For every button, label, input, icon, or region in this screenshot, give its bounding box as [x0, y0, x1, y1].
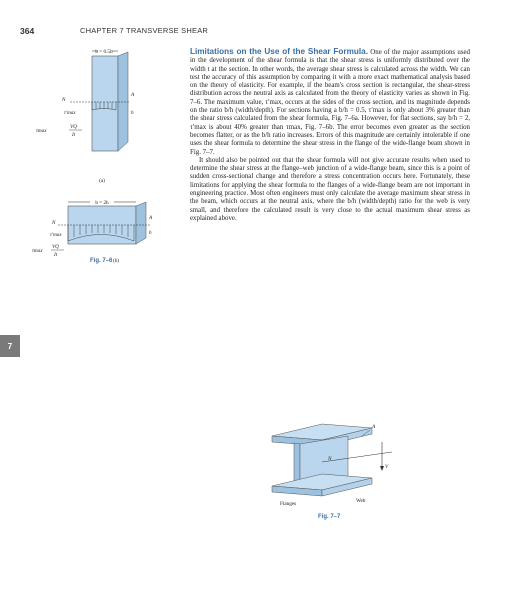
chapter-header: CHAPTER 7 TRANSVERSE SHEAR [80, 26, 209, 35]
panel-a-label-tau-prime: τ′max [64, 110, 76, 116]
figure-7-7-label-flanges: Flanges [280, 501, 297, 507]
figure-7-7-caption: Fig. 7–7 [318, 514, 341, 520]
page-number: 364 [20, 26, 35, 36]
figure-7-7-drawing [262, 418, 402, 518]
paragraph-2: It should also be pointed out that the shear formula will not give accurate results when used to determine the shear stress at the flange–web junction of a wide-flange beam, since this is a point of sudden cross-sectional change and therefore a stress concentration occurs here. Fortunately, these limitations for applying the shear formula to the flanges of a wide-flange beam are not important in engineering practice. Most often engineers must only calculate the average maximum shear stress in the beam, which occurs at the neutral axis, where the b/h (width/depth) ratio for the web is very small, and therefore the calculated result is very close to the actual maximum shear stress as explained above. [190, 156, 470, 222]
section-title: Limitations on the Use of the Shear Formula. [190, 47, 369, 56]
panel-a-label-it: It [72, 132, 76, 138]
panel-b-label-h: h [149, 230, 152, 236]
figure-7-7-label-web: Web [356, 498, 366, 504]
paragraph-1 [190, 48, 470, 157]
panel-a-label: (a) [99, 178, 105, 184]
panel-a-label-n: N [62, 97, 66, 103]
figure-7-7-label-n: N [328, 456, 332, 462]
panel-a [36, 49, 135, 184]
panel-a-label-vq: VQ [70, 124, 77, 130]
figure-7-7-label-v: V [385, 464, 389, 470]
figure-7-6-caption: Fig. 7–6 [90, 258, 113, 264]
panel-b-label-a: A [149, 215, 153, 221]
figure-7-6-drawing [30, 44, 180, 294]
panel-a-label-a: A [131, 92, 135, 98]
text-column [190, 48, 470, 223]
panel-b-label-tau: τmax [32, 248, 43, 254]
panel-b-label-it: It [54, 252, 58, 258]
panel-a-label-tau: τmax [36, 128, 47, 134]
chapter-tab: 7 [0, 335, 20, 357]
panel-b-label-vq: VQ [52, 244, 59, 250]
panel-a-dimension: b = 0.5h [95, 49, 113, 55]
panel-b-label: (b) [112, 258, 120, 264]
panel-a-label-h: h [131, 110, 134, 116]
panel-b-label-tau-prime: τ′max [50, 232, 62, 238]
figure-7-6 [30, 44, 180, 294]
figure-7-7-label-a: A [372, 424, 376, 430]
paragraph-1-text: One of the major assumptions used in the development of the shear formula is that the shear stress is uniformly distributed over the width t at the section. In other words, the average shear stress is calculated across the width. We can test the accuracy of this assumption by comparing it with a more exact mathematical analysis based on the theory of elasticity. For example, if the beam's cross section is rectangular, the shear-stress distribution across the neutral axis as calculated from the theory of elasticity varies as shown in Fig. 7–6. The maximum value, τ′max, occurs at the sides of the cross section, and its magnitude depends on the ratio b/h (width/depth). For sections having a b/h = 0.5, τ′max is only about 3% greater than the shear stress calculated from the shear formula, Fig. 7–6a. However, for flat sections, say b/h = 2, τ′max is about 40% greater than τmax, Fig. 7–6b. The error becomes even greater as the section becomes flatter, or as the b/h ratio increases. Errors of this magnitude are certainly intolerable if one uses the shear formula to determine the shear stress in the flange of the wide-flange beam shown in Fig. 7–7. [190, 49, 471, 156]
figure-7-7 [262, 418, 402, 518]
panel-b-dimension: b = 2h [95, 200, 109, 206]
panel-b [32, 200, 153, 264]
panel-b-label-n: N [52, 220, 56, 226]
